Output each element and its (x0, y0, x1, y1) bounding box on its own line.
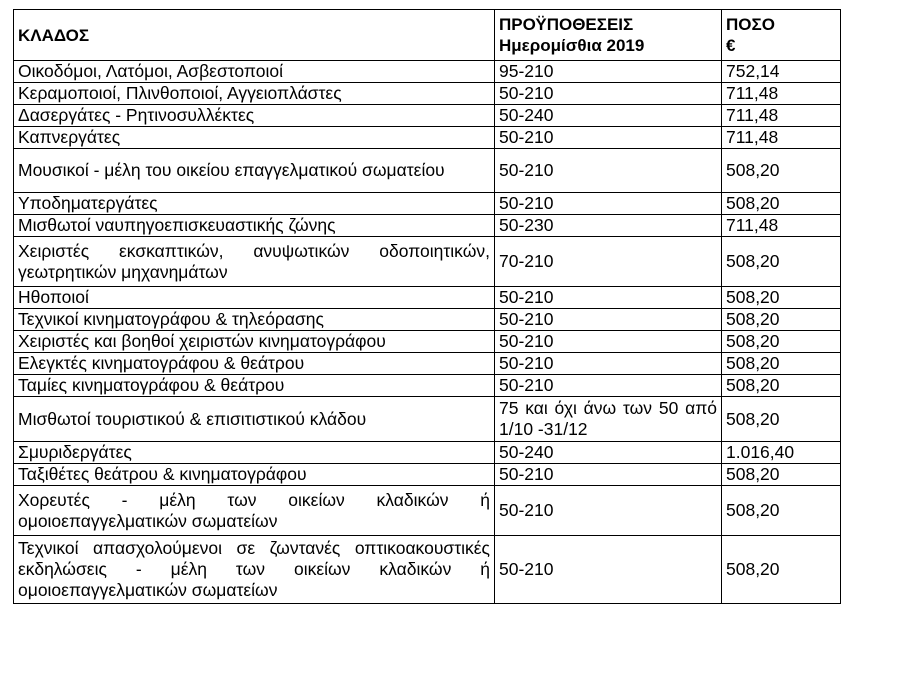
requirements-cell: 50-240 (495, 442, 722, 464)
amount-cell: 508,20 (722, 397, 841, 442)
amount-cell: 508,20 (722, 237, 841, 287)
amount-cell: 508,20 (722, 309, 841, 331)
requirements-cell: 50-210 (495, 536, 722, 604)
branch-cell: Δασεργάτες - Ρητινοσυλλέκτες (14, 105, 495, 127)
table-row (14, 309, 841, 331)
branch-cell: Ταμίες κινηματογράφου & θεάτρου (14, 375, 495, 397)
amount-cell: 508,20 (722, 353, 841, 375)
table-row (14, 536, 841, 604)
requirements-cell: 75 και όχι άνω των 50 από 1/10 -31/12 (495, 397, 722, 442)
document-page (13, 9, 841, 604)
requirements-cell: 50-210 (495, 353, 722, 375)
table-row (14, 331, 841, 353)
table-row (14, 61, 841, 83)
header-requirements-title: ΠΡΟΫΠΟΘΕΣΕΙΣ (499, 15, 634, 34)
table-row (14, 237, 841, 287)
requirements-cell: 50-230 (495, 215, 722, 237)
amount-cell: 508,20 (722, 287, 841, 309)
header-requirements-subtitle: Ημερομίσθια 2019 (499, 36, 645, 55)
amount-cell: 508,20 (722, 464, 841, 486)
branch-cell: Υποδηματεργάτες (14, 193, 495, 215)
table-row (14, 464, 841, 486)
header-amount (722, 10, 841, 61)
table-row (14, 287, 841, 309)
amount-cell: 508,20 (722, 331, 841, 353)
table-row (14, 105, 841, 127)
branch-cell: Τεχνικοί απασχολούμενοι σε ζωντανές οπτικοακουστικές εκδηλώσεις - μέλη των οικείων κλαδικών ή ομοιοεπαγγελματικών σωματείων (14, 536, 495, 604)
requirements-cell: 50-210 (495, 309, 722, 331)
amount-cell: 711,48 (722, 83, 841, 105)
table-body (14, 61, 841, 604)
requirements-cell: 50-240 (495, 105, 722, 127)
requirements-cell: 50-210 (495, 193, 722, 215)
requirements-cell: 50-210 (495, 486, 722, 536)
header-amount-title: ΠΟΣΟ (726, 15, 775, 34)
benefits-table (13, 9, 841, 604)
branch-cell: Ελεγκτές κινηματογράφου & θεάτρου (14, 353, 495, 375)
amount-cell: 711,48 (722, 215, 841, 237)
requirements-cell: 50-210 (495, 375, 722, 397)
branch-cell: Χειριστές εκσκαπτικών, ανυψωτικών οδοποιητικών, γεωτρητικών μηχανημάτων (14, 237, 495, 287)
amount-cell: 1.016,40 (722, 442, 841, 464)
branch-cell: Σμυριδεργάτες (14, 442, 495, 464)
branch-cell: Μισθωτοί ναυπηγοεπισκευαστικής ζώνης (14, 215, 495, 237)
amount-cell: 508,20 (722, 149, 841, 193)
requirements-cell: 50-210 (495, 331, 722, 353)
branch-cell: Τεχνικοί κινηματογράφου & τηλεόρασης (14, 309, 495, 331)
header-requirements (495, 10, 722, 61)
requirements-cell: 50-210 (495, 83, 722, 105)
requirements-cell: 50-210 (495, 287, 722, 309)
header-branch: ΚΛΑΔΟΣ (14, 10, 495, 61)
branch-cell: Κεραμοποιοί, Πλινθοποιοί, Αγγειοπλάστες (14, 83, 495, 105)
branch-cell: Ταξιθέτες θεάτρου & κινηματογράφου (14, 464, 495, 486)
requirements-cell: 95-210 (495, 61, 722, 83)
requirements-cell: 50-210 (495, 149, 722, 193)
amount-cell: 508,20 (722, 193, 841, 215)
table-row (14, 149, 841, 193)
table-row (14, 353, 841, 375)
header-amount-currency: € (726, 36, 736, 55)
table-row (14, 486, 841, 536)
branch-cell: Καπνεργάτες (14, 127, 495, 149)
branch-cell: Μουσικοί - μέλη του οικείου επαγγελματικού σωματείου (14, 149, 495, 193)
requirements-cell: 50-210 (495, 127, 722, 149)
amount-cell: 508,20 (722, 375, 841, 397)
amount-cell: 711,48 (722, 127, 841, 149)
amount-cell: 508,20 (722, 536, 841, 604)
requirements-cell: 50-210 (495, 464, 722, 486)
table-row (14, 215, 841, 237)
table-row (14, 193, 841, 215)
table-row (14, 442, 841, 464)
branch-cell: Χορευτές - μέλη των οικείων κλαδικών ή ομοιοεπαγγελματικών σωματείων (14, 486, 495, 536)
amount-cell: 508,20 (722, 486, 841, 536)
branch-cell: Μισθωτοί τουριστικού & επισιτιστικού κλάδου (14, 397, 495, 442)
table-row (14, 375, 841, 397)
branch-cell: Ηθοποιοί (14, 287, 495, 309)
table-row (14, 397, 841, 442)
table-row (14, 83, 841, 105)
requirements-cell: 70-210 (495, 237, 722, 287)
branch-cell: Οικοδόμοι, Λατόμοι, Ασβεστοποιοί (14, 61, 495, 83)
amount-cell: 752,14 (722, 61, 841, 83)
table-header-row (14, 10, 841, 61)
branch-cell: Χειριστές και βοηθοί χειριστών κινηματογράφου (14, 331, 495, 353)
table-row (14, 127, 841, 149)
amount-cell: 711,48 (722, 105, 841, 127)
